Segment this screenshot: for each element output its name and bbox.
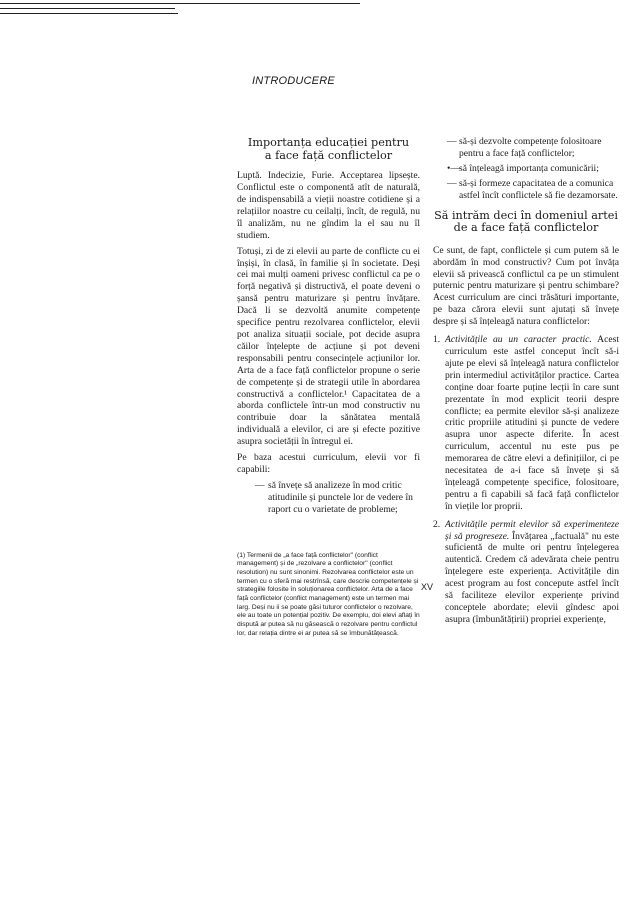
goal-item: [447, 163, 619, 175]
feature-number: 2.: [433, 518, 441, 530]
goal-text: să învețe să analizeze în mod critic atitudinile și punctele lor de vedere în raport cu o varietate de probleme;: [268, 479, 413, 515]
paragraph-what-are-conflicts: Ce sunt, de fapt, conflictele și cum putem să le abordăm în mod constructiv? Cum pot învăța elevii să privească conflictul ca pe un stimulent puternic pentru maturizare și pentru schimbare? Acest curriculum are cinci trăsături importante, pe baza cărora elevii sunt ajutați să învețe despre și să înțeleagă natura conflictelor:: [433, 244, 619, 328]
page-number: XV: [421, 582, 434, 592]
right-heading-line1: Să intrăm deci în domeniul artei: [434, 208, 618, 222]
footnote: (1) Termenii de „a face față conflictelor" (conflict management) și de „rezolvare a conflictelor" (conflict resolution) nu sunt sinonimi. Rezolvarea conflictelor este un termen cu o sferă mai restrînsă, care descrie competențele și strategiile folosite în soluționarea conflictelor. Arta de a face față conflictelor (conflict management) este un termen mai larg. Deși nu ii se poate găsi tuturor conflictelor o rezolvare, ele au toate un potențial pozitiv. De exemplu, doi elevi aflați în dispută ar putea să nu găsească o rezolvare pentru conflictul lor, dar relația dintre ei ar putea să se îmbunătățească.: [237, 551, 420, 637]
paragraph-curriculum-goals: Pe baza acestui curriculum, elevii vor fi capabili:: [237, 452, 420, 475]
right-heading: [433, 210, 619, 235]
goal-text: să înțeleagă importanța comunicării;: [459, 162, 599, 174]
goal-item: [447, 136, 619, 160]
left-column: [237, 137, 420, 639]
dash-marker: •—: [447, 162, 460, 174]
section-title: INTRODUCERE: [252, 75, 335, 87]
dash-marker: —: [447, 136, 457, 147]
left-heading: [237, 137, 420, 162]
feature-item: [433, 519, 619, 626]
feature-number: 1.: [433, 334, 441, 346]
feature-text: Învățarea „factuală" nu este suficientă de multe ori pentru înțelegerea autentică. Credem că adevărata cheie pentru înțelegere este experiența. Activitățile din acest program au fost concepute astfel încît să faciliteze elevilor experiențe privind conceptele abordate; elevii gîndesc apoi asupra (îmbunătățirii) propriei experiențe,: [445, 530, 619, 625]
goal-text: să-și formeze capacitatea de a comunica astfel încît conflictele să fie dezamorsate.: [459, 177, 618, 201]
feature-title: Activitățile permit elevilor să experimenteze și să progreseze.: [445, 518, 619, 542]
left-heading-line1: Importanța educației pentru: [247, 136, 410, 149]
feature-text: Acest curriculum este astfel conceput încît să-i ajute pe elevi să înțeleagă natura conflictelor prin intermediul activităților practice. Cartea conține doar foarte puține lecții în care sunt prezentate în mod explicit teorii despre conflicte; ea permite elevilor să-și analizeze critic propriile atitudini și puncte de vedere asupra unor aspecte diferite. În acest curriculum, accentul nu este pus pe memorarea de către elevi a definițiilor, ci pe necesitatea de a-i face să învețe și să înțeleagă competențe specifice, folositoare, pentru a fi capabili să facă față conflictelor în viețile lor proprii.: [445, 334, 619, 512]
header-rule-top: [0, 3, 360, 4]
goal-item: [447, 178, 619, 202]
feature-body: [445, 519, 619, 626]
feature-item: [433, 334, 619, 513]
paragraph-intro: Luptă. Indecizie, Furie. Acceptarea lipsește. Conflictul este o componentă atît de naturală, de indispensabilă a vieții noastre cotidiene și a relațiilor noastre cu ceilalți, încît, de regulă, nu îl analizăm, nu ne gîndim la el sau nu îl studiem.: [237, 170, 420, 241]
right-heading-line2: de a face față conflictelor: [453, 221, 599, 235]
left-heading-line2: a face față conflictelor: [264, 148, 393, 162]
goal-text: să-și dezvolte competențe folositoare pentru a face față conflictelor;: [459, 136, 602, 159]
paragraph-daily-conflicts: Totuși, zi de zi elevii au parte de conflicte cu ei înșiși, în clasă, în familie și în societate. Deși cei mai mulți oameni privesc conflictul ca pe o forță negativă și distructivă, el poate deveni o șansă pentru maturizare și pentru învățare. Dacă li se dezvoltă anumite competențe specifice pentru rezolvarea conflictelor, elevii pot analiza situații sociale, pot decide asupra căilor înțelepte de acțiune și pot deveni responsabili pentru consecințele acțiunilor lor. Arta de a face față conflictelor propune o serie de competențe și de strategii utile în abordarea constructivă a conflictelor.¹ Capacitatea de a aborda conflictele într-un mod constructiv nu contribuie doar la sănătatea mentală individuală a elevilor, ci are și efecte pozitive asupra societății în întregul ei.: [237, 245, 420, 448]
feature-title: Activitățile au un caracter practic.: [445, 334, 592, 346]
header-rule-bottom: [0, 13, 178, 14]
header-rule-middle: [0, 8, 175, 9]
right-column: [433, 136, 619, 630]
feature-body: [445, 334, 619, 513]
dash-marker: —: [255, 479, 265, 491]
dash-marker: —: [447, 177, 457, 189]
goal-item: [255, 480, 420, 516]
